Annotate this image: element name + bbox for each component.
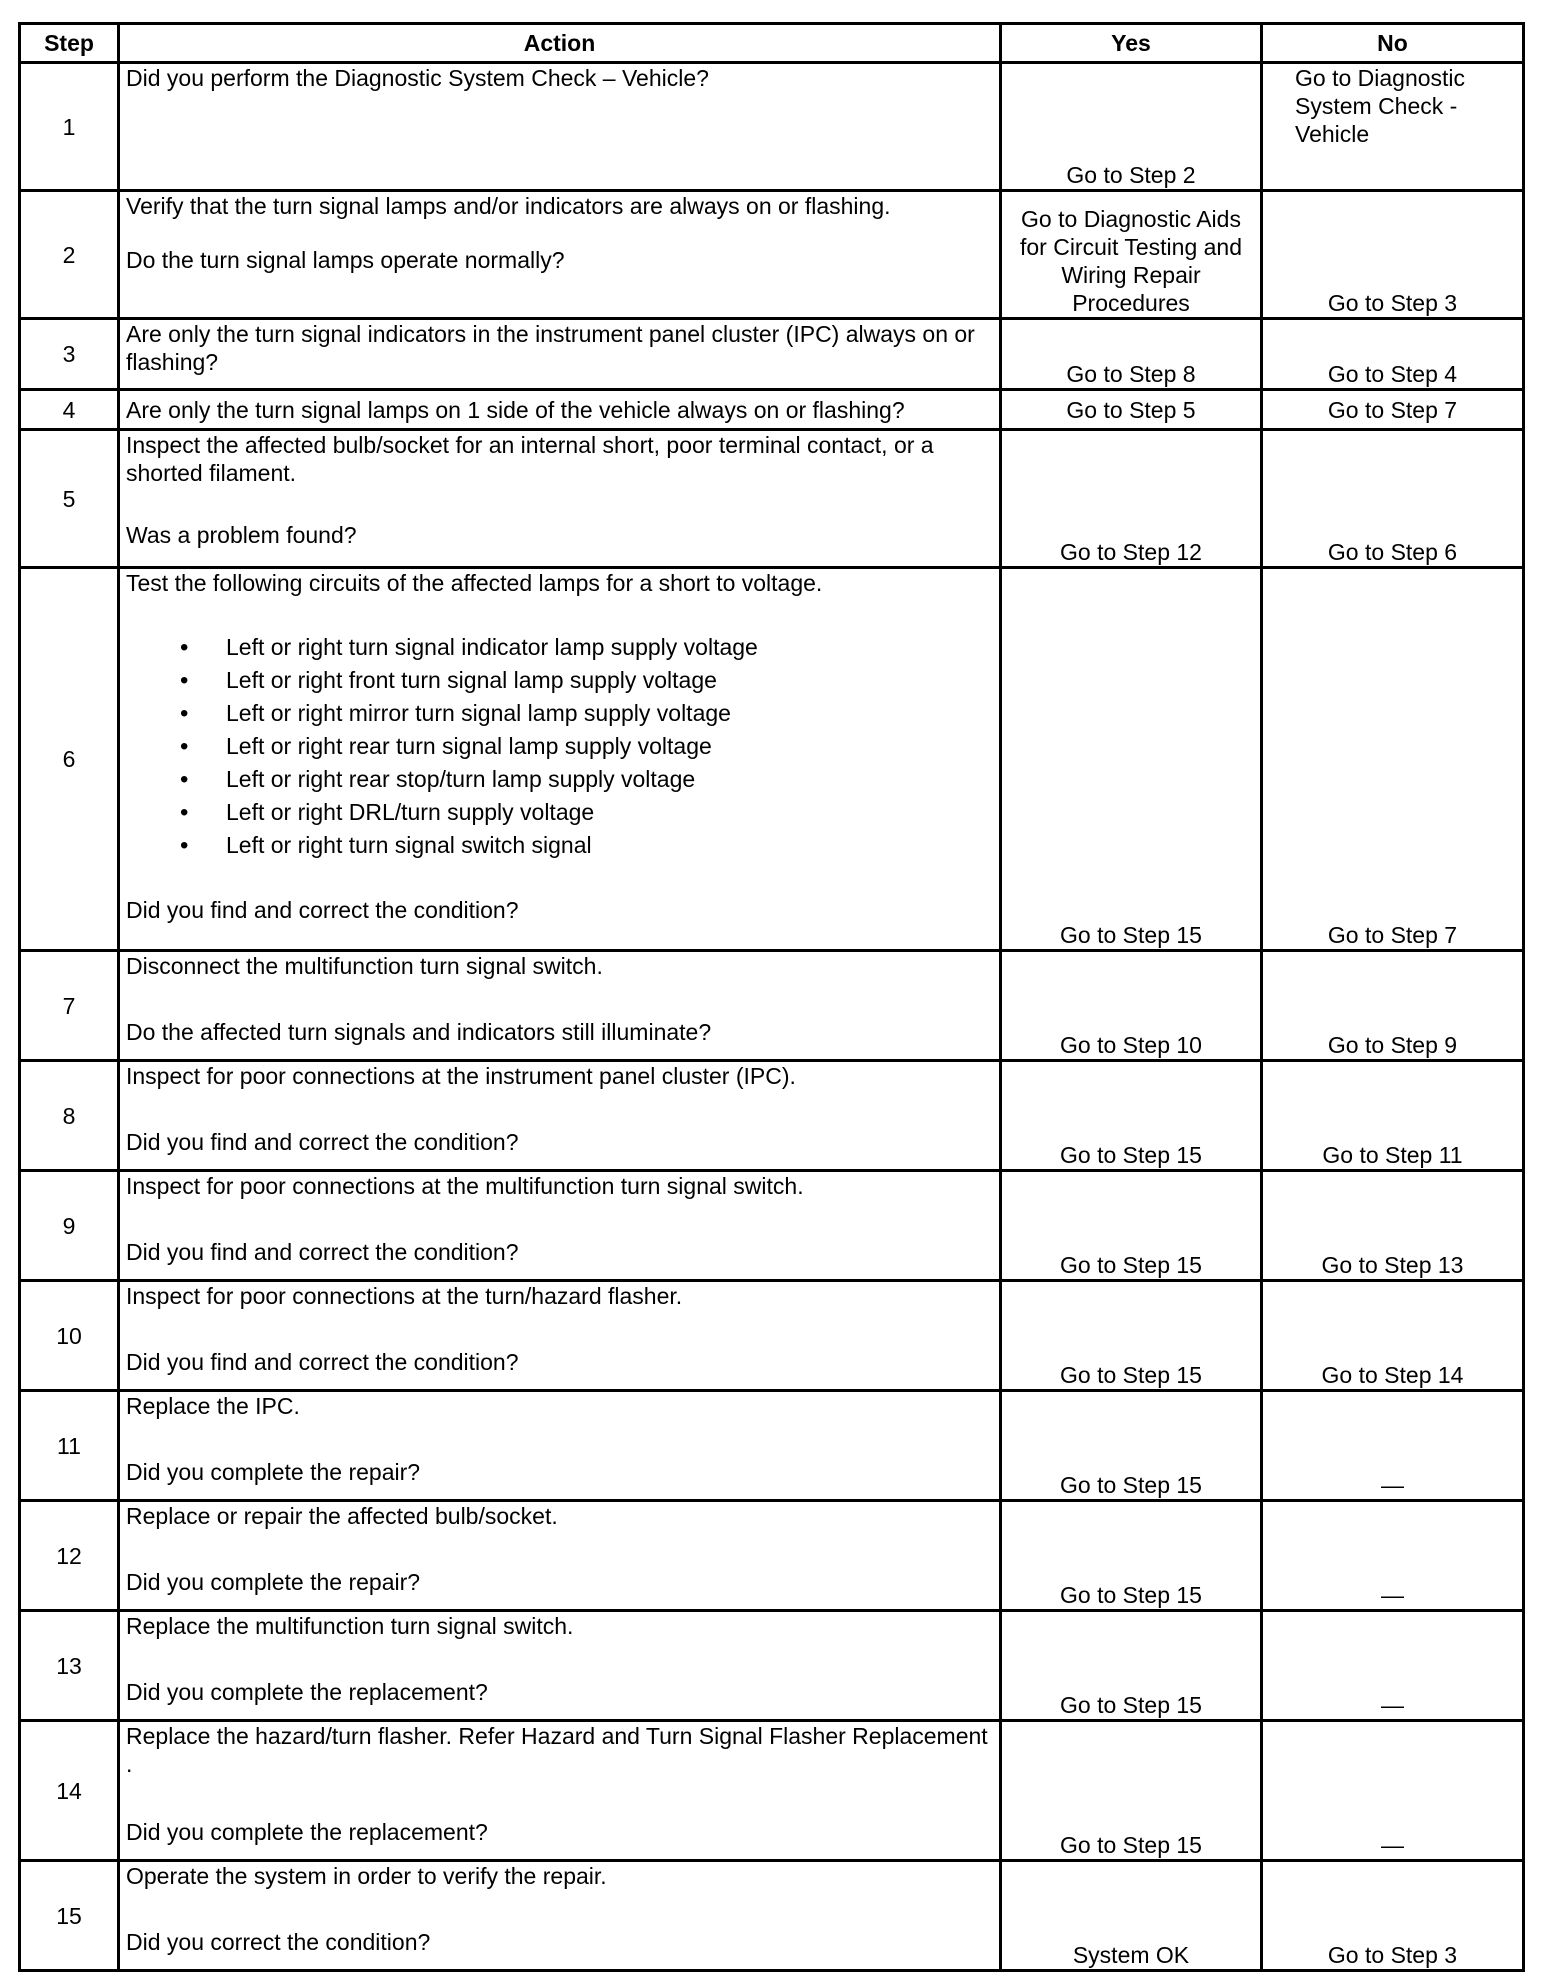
action-cell xyxy=(119,1171,1001,1281)
list-item: • Left or right turn signal indicator lamp supply voltage xyxy=(226,631,993,664)
yes-result: Go to Step 15 xyxy=(1001,1171,1262,1281)
action-instruction: Operate the system in order to verify the repair. xyxy=(126,1863,607,1889)
yes-result: Go to Step 10 xyxy=(1001,951,1262,1061)
action-question: Did you complete the repair? xyxy=(126,1459,421,1485)
action-cell xyxy=(119,319,1001,390)
action-question: Did you find and correct the condition? xyxy=(126,1129,519,1155)
action-cell xyxy=(119,1061,1001,1171)
yes-result: Go to Step 15 xyxy=(1001,1721,1262,1861)
table-row-step-5 xyxy=(20,430,1524,568)
list-item: • Left or right mirror turn signal lamp supply voltage xyxy=(226,697,993,730)
yes-result: Go to Step 15 xyxy=(1001,1611,1262,1721)
yes-result: Go to Step 15 xyxy=(1001,568,1262,951)
yes-result: Go to Step 5 xyxy=(1001,390,1262,430)
step-number: 3 xyxy=(20,319,119,390)
action-instruction: Inspect for poor connections at the instrument panel cluster (IPC). xyxy=(126,1063,796,1089)
action-cell xyxy=(119,1721,1001,1861)
yes-result: Go to Step 2 xyxy=(1001,63,1262,191)
table-row-step-11 xyxy=(20,1391,1524,1501)
action-cell xyxy=(119,430,1001,568)
step-number: 1 xyxy=(20,63,119,191)
step-number: 7 xyxy=(20,951,119,1061)
no-result: — xyxy=(1262,1501,1524,1611)
header-no: No xyxy=(1262,24,1524,63)
action-cell xyxy=(119,1391,1001,1501)
step-number: 4 xyxy=(20,390,119,430)
yes-result: System OK xyxy=(1001,1861,1262,1971)
action-question: Did you find and correct the condition? xyxy=(126,1239,519,1265)
no-result: — xyxy=(1262,1721,1524,1861)
action-instruction: Replace the IPC. xyxy=(126,1393,300,1419)
no-result: Go to Step 3 xyxy=(1262,1861,1524,1971)
table-row-step-1 xyxy=(20,63,1524,191)
table-row-step-14 xyxy=(20,1721,1524,1861)
step-number: 6 xyxy=(20,568,119,951)
action-instruction: Inspect the affected bulb/socket for an internal short, poor terminal contact, or a shorted filament. xyxy=(126,432,934,486)
action-instruction: Inspect for poor connections at the turn/hazard flasher. xyxy=(126,1283,683,1309)
no-result: Go to Diagnostic System Check - Vehicle xyxy=(1295,65,1466,147)
step-number: 10 xyxy=(20,1281,119,1391)
action-instruction: Replace the hazard/turn flasher. Refer Hazard and Turn Signal Flasher Replacement . xyxy=(126,1723,988,1777)
action-instruction: Disconnect the multifunction turn signal switch. xyxy=(126,953,603,979)
yes-result: Go to Step 15 xyxy=(1001,1061,1262,1171)
step-number: 13 xyxy=(20,1611,119,1721)
step-number: 15 xyxy=(20,1861,119,1971)
table-row-step-8 xyxy=(20,1061,1524,1171)
no-result: — xyxy=(1262,1611,1524,1721)
action-question: Did you complete the replacement? xyxy=(126,1679,488,1705)
table-row-step-6 xyxy=(20,568,1524,951)
step-number: 9 xyxy=(20,1171,119,1281)
table-row-step-15 xyxy=(20,1861,1524,1971)
step-number: 2 xyxy=(20,191,119,319)
action-cell xyxy=(119,1611,1001,1721)
action-instruction: Are only the turn signal lamps on 1 side of the vehicle always on or flashing? xyxy=(126,396,905,423)
action-question: Did you find and correct the condition? xyxy=(126,1349,519,1375)
list-item: • Left or right rear stop/turn lamp supply voltage xyxy=(226,763,993,796)
no-result: Go to Step 9 xyxy=(1262,951,1524,1061)
circuit-list xyxy=(126,631,993,862)
step-number: 12 xyxy=(20,1501,119,1611)
table-row-step-9 xyxy=(20,1171,1524,1281)
yes-result: Go to Step 15 xyxy=(1001,1501,1262,1611)
action-cell xyxy=(119,568,1001,951)
table-row-step-12 xyxy=(20,1501,1524,1611)
yes-result: Go to Step 15 xyxy=(1001,1281,1262,1391)
diagnostic-table-wrapper xyxy=(18,22,1525,1972)
yes-result: Go to Step 15 xyxy=(1001,1391,1262,1501)
step-number: 11 xyxy=(20,1391,119,1501)
no-result: Go to Step 7 xyxy=(1262,568,1524,951)
action-cell xyxy=(119,1281,1001,1391)
action-instruction: Inspect for poor connections at the multifunction turn signal switch. xyxy=(126,1173,804,1199)
action-cell xyxy=(119,951,1001,1061)
action-instruction: Are only the turn signal indicators in the instrument panel cluster (IPC) always on or flashing? xyxy=(126,321,975,375)
action-instruction: Replace the multifunction turn signal switch. xyxy=(126,1613,574,1639)
table-row-step-10 xyxy=(20,1281,1524,1391)
table-row-step-3 xyxy=(20,319,1524,390)
action-question: Was a problem found? xyxy=(126,522,357,548)
table-row-step-7 xyxy=(20,951,1524,1061)
table-row-step-2 xyxy=(20,191,1524,319)
no-result: Go to Step 14 xyxy=(1262,1281,1524,1391)
yes-result: Go to Step 8 xyxy=(1001,319,1262,390)
action-cell xyxy=(119,63,1001,191)
no-result-cell xyxy=(1262,63,1524,191)
table-row-step-13 xyxy=(20,1611,1524,1721)
header-action: Action xyxy=(119,24,1001,63)
list-item: • Left or right front turn signal lamp supply voltage xyxy=(226,664,993,697)
action-question: Do the affected turn signals and indicators still illuminate? xyxy=(126,1019,712,1045)
header-yes: Yes xyxy=(1001,24,1262,63)
action-cell xyxy=(119,1501,1001,1611)
yes-result: Go to Diagnostic Aids for Circuit Testing and Wiring Repair Procedures xyxy=(1001,191,1262,319)
action-instruction: Did you perform the Diagnostic System Check – Vehicle? xyxy=(126,65,709,91)
no-result: Go to Step 11 xyxy=(1262,1061,1524,1171)
yes-result: Go to Step 12 xyxy=(1001,430,1262,568)
header-step: Step xyxy=(20,24,119,63)
action-question: Do the turn signal lamps operate normally? xyxy=(126,247,565,273)
action-instruction: Verify that the turn signal lamps and/or indicators are always on or flashing. xyxy=(126,193,891,219)
no-result: Go to Step 7 xyxy=(1262,390,1524,430)
action-question: Did you correct the condition? xyxy=(126,1929,431,1955)
action-question: Did you complete the repair? xyxy=(126,1569,421,1595)
step-number: 5 xyxy=(20,430,119,568)
step-number: 8 xyxy=(20,1061,119,1171)
no-result: Go to Step 3 xyxy=(1262,191,1524,319)
action-cell xyxy=(119,191,1001,319)
list-item: • Left or right rear turn signal lamp supply voltage xyxy=(226,730,993,763)
no-result: Go to Step 13 xyxy=(1262,1171,1524,1281)
no-result: — xyxy=(1262,1391,1524,1501)
diagnostic-table xyxy=(18,22,1525,1972)
list-item: • Left or right turn signal switch signal xyxy=(226,829,993,862)
step-number: 14 xyxy=(20,1721,119,1861)
list-item: • Left or right DRL/turn supply voltage xyxy=(226,796,993,829)
action-instruction: Test the following circuits of the affected lamps for a short to voltage. xyxy=(126,570,823,596)
no-result: Go to Step 6 xyxy=(1262,430,1524,568)
action-question: Did you find and correct the condition? xyxy=(126,897,519,923)
no-result: Go to Step 4 xyxy=(1262,319,1524,390)
table-row-step-4 xyxy=(20,390,1524,430)
action-instruction: Replace or repair the affected bulb/socket. xyxy=(126,1503,558,1529)
action-question: Did you complete the replacement? xyxy=(126,1819,488,1845)
table-header-row xyxy=(20,24,1524,63)
action-cell xyxy=(119,1861,1001,1971)
action-cell xyxy=(119,390,1001,430)
